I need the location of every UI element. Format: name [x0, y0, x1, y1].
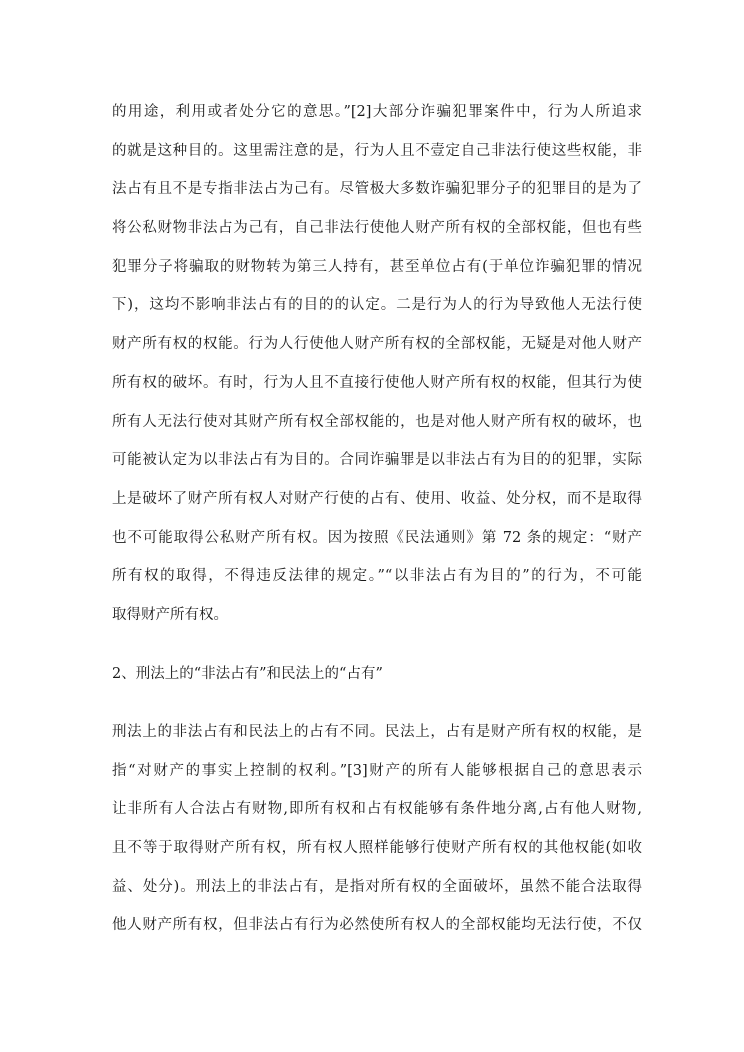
text-line: 取得财产所有权。 [112, 606, 228, 623]
paragraph-2 [112, 713, 642, 945]
text-line: 他人财产所有权，但非法占有行为必然使所有权人的全部权能均无法行使，不仅 [112, 917, 642, 934]
text-line: 且不等于取得财产所有权，所有权人照样能够行使财产所有权的其他权能(如收 [112, 840, 642, 857]
text-line: 刑法上的非法占有和民法上的占有不同。民法上，占有是财产所有权的权能，是 [112, 724, 642, 740]
text-line: 益、处分)。刑法上的非法占有，是指对所有权的全面破坏，虽然不能合法取得 [112, 878, 642, 895]
section-heading [112, 655, 642, 694]
text-line: 所有人无法行使对其财产所有权全部权能的，也是对他人财产所有权的破坏，也 [112, 413, 642, 430]
text-line: 将公私财物非法占为己有，自己非法行使他人财产所有权的全部权能，但也有些 [112, 220, 642, 237]
text-line: 的用途，利用或者处分它的意思。”[2]大部分诈骗犯罪案件中，行为人所追求 [112, 104, 642, 120]
text-line: 指“对财产的事实上控制的权利。”[3]财产的所有人能够根据自己的意思表示 [112, 762, 642, 779]
section-heading-text: 2、刑法上的“非法占有”和民法上的“占有” [112, 666, 383, 682]
text-line: 可能被认定为以非法占有为目的。合同诈骗罪是以非法占有为目的的犯罪，实际 [112, 452, 642, 469]
text-line: 下)，这均不影响非法占有的目的的认定。二是行为人的行为导致他人无法行使 [112, 297, 642, 314]
text-line: 所有权的破坏。有时，行为人且不直接行使他人财产所有权的权能，但其行为使 [112, 374, 642, 391]
text-line: 上是破坏了财产所有权人对财产行使的占有、使用、收益、处分权，而不是取得 [112, 490, 642, 507]
text-line: 财产所有权的权能。行为人行使他人财产所有权的全部权能，无疑是对他人财产 [112, 336, 642, 353]
text-line: 所有权的取得，不得违反法律的规定。”“以非法占有为目的”的行为，不可能 [112, 568, 642, 585]
text-line: 也不可能取得公私财产所有权。因为按照《民法通则》第 72 条的规定：“财产 [112, 529, 642, 546]
text-line: 犯罪分子将骗取的财物转为第三人持有，甚至单位占有(于单位诈骗犯罪的情况 [112, 258, 642, 275]
text-line: 让非所有人合法占有财物,即所有权和占有权能够有条件地分离,占有他人财物, [112, 801, 642, 818]
text-line: 法占有且不是专指非法占为己有。尽管极大多数诈骗犯罪分子的犯罪目的是为了 [112, 181, 642, 198]
text-line: 的就是这种目的。这里需注意的是，行为人且不壹定自己非法行使这些权能，非 [112, 142, 642, 159]
paragraph-1 [112, 93, 642, 635]
